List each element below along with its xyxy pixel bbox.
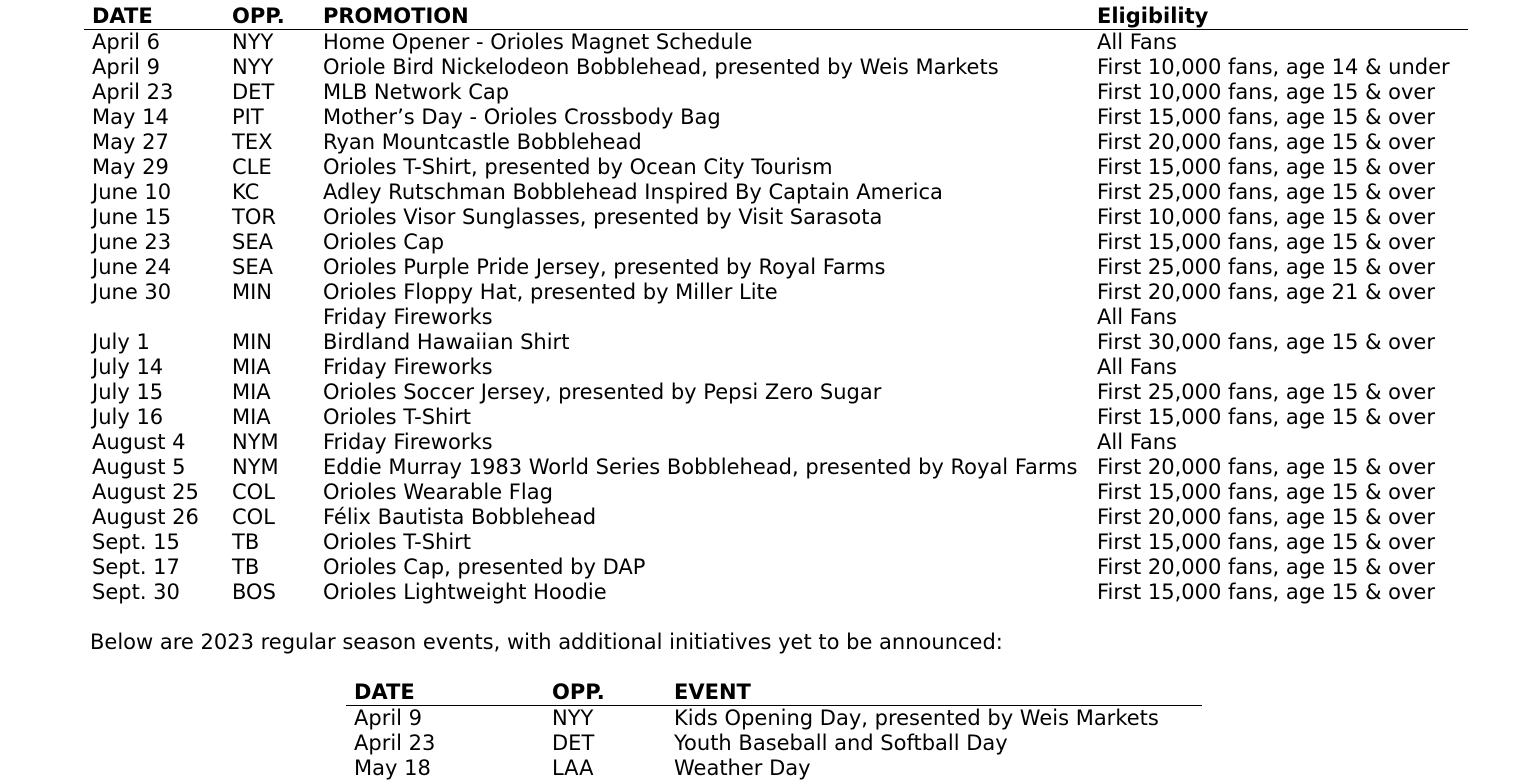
promotion-row bbox=[84, 255, 1468, 280]
promotion-row bbox=[84, 480, 1468, 505]
cell-opp: DET bbox=[552, 731, 674, 756]
cell-promotion: Orioles Lightweight Hoodie bbox=[323, 580, 1097, 605]
cell-promotion: Friday Fireworks bbox=[323, 430, 1097, 455]
promotions-body bbox=[84, 30, 1468, 606]
promotion-row bbox=[84, 155, 1468, 180]
cell-eligibility: First 15,000 fans, age 15 & over bbox=[1097, 155, 1468, 180]
cell-event: Weather Day bbox=[674, 756, 1202, 781]
cell-promotion: Orioles Floppy Hat, presented by Miller Lite bbox=[323, 280, 1097, 305]
cell-opp: COL bbox=[232, 505, 323, 530]
cell-opp: COL bbox=[232, 480, 323, 505]
cell-date: May 27 bbox=[84, 130, 232, 155]
cell-date: August 5 bbox=[84, 455, 232, 480]
cell-eligibility: First 20,000 fans, age 15 & over bbox=[1097, 555, 1468, 580]
cell-opp: BOS bbox=[232, 580, 323, 605]
cell-promotion: Orioles Wearable Flag bbox=[323, 480, 1097, 505]
cell-date: May 14 bbox=[84, 105, 232, 130]
events-body bbox=[346, 706, 1202, 781]
cell-promotion: Mother’s Day - Orioles Crossbody Bag bbox=[323, 105, 1097, 130]
cell-promotion: Orioles Purple Pride Jersey, presented by Royal Farms bbox=[323, 255, 1097, 280]
cell-eligibility: First 10,000 fans, age 15 & over bbox=[1097, 80, 1468, 105]
cell-eligibility: First 25,000 fans, age 15 & over bbox=[1097, 255, 1468, 280]
cell-promotion: MLB Network Cap bbox=[323, 80, 1097, 105]
cell-date: June 30 bbox=[84, 280, 232, 305]
cell-opp: PIT bbox=[232, 105, 323, 130]
cell-date: May 29 bbox=[84, 155, 232, 180]
cell-opp: LAA bbox=[552, 756, 674, 781]
cell-eligibility: First 15,000 fans, age 15 & over bbox=[1097, 105, 1468, 130]
event-row bbox=[346, 731, 1202, 756]
cell-eligibility: All Fans bbox=[1097, 30, 1468, 56]
cell-opp: MIN bbox=[232, 330, 323, 355]
cell-date: Sept. 30 bbox=[84, 580, 232, 605]
cell-promotion: Félix Bautista Bobblehead bbox=[323, 505, 1097, 530]
promotion-row bbox=[84, 130, 1468, 155]
cell-eligibility: First 15,000 fans, age 15 & over bbox=[1097, 580, 1468, 605]
events-header-row bbox=[346, 679, 1202, 706]
cell-opp: SEA bbox=[232, 255, 323, 280]
cell-promotion: Orioles Cap bbox=[323, 230, 1097, 255]
event-row bbox=[346, 706, 1202, 732]
cell-date: April 23 bbox=[346, 731, 552, 756]
cell-eligibility: First 15,000 fans, age 15 & over bbox=[1097, 230, 1468, 255]
cell-promotion: Orioles Visor Sunglasses, presented by Visit Sarasota bbox=[323, 205, 1097, 230]
promotion-row bbox=[84, 105, 1468, 130]
cell-date: July 1 bbox=[84, 330, 232, 355]
events-header-opp: OPP. bbox=[552, 679, 674, 706]
cell-date: June 24 bbox=[84, 255, 232, 280]
promotion-row bbox=[84, 30, 1468, 56]
cell-promotion: Friday Fireworks bbox=[323, 355, 1097, 380]
cell-date: May 18 bbox=[346, 756, 552, 781]
events-header-date: DATE bbox=[346, 679, 552, 706]
cell-promotion: Ryan Mountcastle Bobblehead bbox=[323, 130, 1097, 155]
promotion-row bbox=[84, 80, 1468, 105]
cell-date: July 15 bbox=[84, 380, 232, 405]
cell-opp: NYY bbox=[232, 55, 323, 80]
cell-date bbox=[84, 305, 232, 330]
cell-opp: SEA bbox=[232, 230, 323, 255]
promotion-row bbox=[84, 430, 1468, 455]
promotion-row bbox=[84, 230, 1468, 255]
events-intro-text: Below are 2023 regular season events, with additional initiatives yet to be announced: bbox=[90, 628, 1003, 656]
cell-eligibility: First 20,000 fans, age 15 & over bbox=[1097, 130, 1468, 155]
cell-date: July 16 bbox=[84, 405, 232, 430]
cell-date: April 23 bbox=[84, 80, 232, 105]
cell-opp: CLE bbox=[232, 155, 323, 180]
events-table bbox=[346, 679, 1202, 781]
cell-date: June 10 bbox=[84, 180, 232, 205]
cell-eligibility: First 20,000 fans, age 15 & over bbox=[1097, 455, 1468, 480]
cell-promotion: Friday Fireworks bbox=[323, 305, 1097, 330]
promotion-row bbox=[84, 505, 1468, 530]
cell-opp: DET bbox=[232, 80, 323, 105]
cell-date: August 4 bbox=[84, 430, 232, 455]
promotion-row bbox=[84, 380, 1468, 405]
cell-opp: TB bbox=[232, 555, 323, 580]
events-table-container bbox=[346, 679, 1202, 781]
header-date: DATE bbox=[84, 3, 232, 30]
cell-date: August 25 bbox=[84, 480, 232, 505]
cell-promotion: Orioles Cap, presented by DAP bbox=[323, 555, 1097, 580]
cell-opp: KC bbox=[232, 180, 323, 205]
cell-eligibility: First 25,000 fans, age 15 & over bbox=[1097, 380, 1468, 405]
events-header-event: EVENT bbox=[674, 679, 1202, 706]
cell-event: Youth Baseball and Softball Day bbox=[674, 731, 1202, 756]
cell-eligibility: First 15,000 fans, age 15 & over bbox=[1097, 480, 1468, 505]
cell-promotion: Birdland Hawaiian Shirt bbox=[323, 330, 1097, 355]
promotion-row bbox=[84, 205, 1468, 230]
cell-eligibility: First 15,000 fans, age 15 & over bbox=[1097, 405, 1468, 430]
cell-promotion: Orioles T-Shirt bbox=[323, 405, 1097, 430]
cell-date: April 6 bbox=[84, 30, 232, 56]
cell-opp: MIA bbox=[232, 405, 323, 430]
promotion-row bbox=[84, 280, 1468, 305]
cell-opp: NYM bbox=[232, 430, 323, 455]
cell-promotion: Home Opener - Orioles Magnet Schedule bbox=[323, 30, 1097, 56]
cell-date: June 15 bbox=[84, 205, 232, 230]
cell-opp: MIN bbox=[232, 280, 323, 305]
event-row bbox=[346, 756, 1202, 781]
cell-promotion: Orioles Soccer Jersey, presented by Pepsi Zero Sugar bbox=[323, 380, 1097, 405]
cell-opp: NYY bbox=[232, 30, 323, 56]
cell-eligibility: First 20,000 fans, age 21 & over bbox=[1097, 280, 1468, 305]
header-eligibility: Eligibility bbox=[1097, 3, 1468, 30]
cell-promotion: Orioles T-Shirt bbox=[323, 530, 1097, 555]
promotions-table bbox=[84, 3, 1468, 605]
cell-promotion: Orioles T-Shirt, presented by Ocean City Tourism bbox=[323, 155, 1097, 180]
cell-opp: NYM bbox=[232, 455, 323, 480]
cell-eligibility: First 15,000 fans, age 15 & over bbox=[1097, 530, 1468, 555]
promotion-row bbox=[84, 305, 1468, 330]
promotion-row bbox=[84, 55, 1468, 80]
cell-date: April 9 bbox=[346, 706, 552, 732]
cell-eligibility: First 20,000 fans, age 15 & over bbox=[1097, 505, 1468, 530]
cell-event: Kids Opening Day, presented by Weis Markets bbox=[674, 706, 1202, 732]
cell-date: Sept. 15 bbox=[84, 530, 232, 555]
cell-opp: TB bbox=[232, 530, 323, 555]
cell-opp: MIA bbox=[232, 380, 323, 405]
cell-date: August 26 bbox=[84, 505, 232, 530]
cell-eligibility: All Fans bbox=[1097, 430, 1468, 455]
cell-eligibility: All Fans bbox=[1097, 305, 1468, 330]
promotion-row bbox=[84, 580, 1468, 605]
header-opp: OPP. bbox=[232, 3, 323, 30]
cell-opp: TEX bbox=[232, 130, 323, 155]
cell-eligibility: First 10,000 fans, age 14 & under bbox=[1097, 55, 1468, 80]
promotions-header-row bbox=[84, 3, 1468, 30]
cell-date: April 9 bbox=[84, 55, 232, 80]
cell-opp: MIA bbox=[232, 355, 323, 380]
promotion-row bbox=[84, 530, 1468, 555]
cell-eligibility: First 10,000 fans, age 15 & over bbox=[1097, 205, 1468, 230]
promotions-table-container bbox=[84, 3, 1468, 605]
cell-opp bbox=[232, 305, 323, 330]
header-promotion: PROMOTION bbox=[323, 3, 1097, 30]
promotion-row bbox=[84, 355, 1468, 380]
cell-date: July 14 bbox=[84, 355, 232, 380]
cell-date: June 23 bbox=[84, 230, 232, 255]
cell-promotion: Oriole Bird Nickelodeon Bobblehead, presented by Weis Markets bbox=[323, 55, 1097, 80]
promotion-row bbox=[84, 330, 1468, 355]
cell-promotion: Adley Rutschman Bobblehead Inspired By Captain America bbox=[323, 180, 1097, 205]
cell-eligibility: First 30,000 fans, age 15 & over bbox=[1097, 330, 1468, 355]
cell-eligibility: All Fans bbox=[1097, 355, 1468, 380]
promotion-row bbox=[84, 405, 1468, 430]
promotion-row bbox=[84, 555, 1468, 580]
cell-eligibility: First 25,000 fans, age 15 & over bbox=[1097, 180, 1468, 205]
cell-date: Sept. 17 bbox=[84, 555, 232, 580]
cell-opp: NYY bbox=[552, 706, 674, 732]
cell-opp: TOR bbox=[232, 205, 323, 230]
promotion-row bbox=[84, 180, 1468, 205]
cell-promotion: Eddie Murray 1983 World Series Bobblehead, presented by Royal Farms bbox=[323, 455, 1097, 480]
promotion-row bbox=[84, 455, 1468, 480]
